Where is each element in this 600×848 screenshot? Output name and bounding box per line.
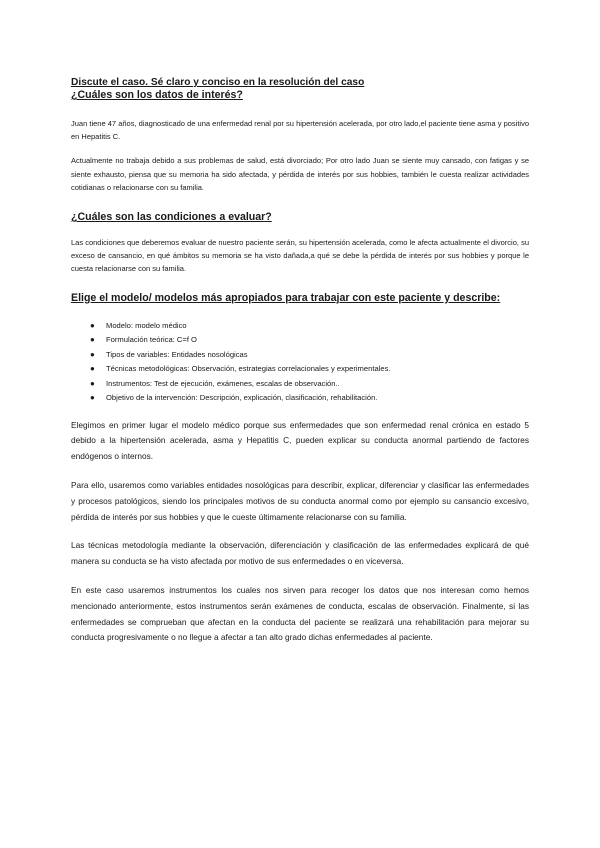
- bullet-icon: ●: [90, 378, 95, 388]
- question-heading-3: Elige el modelo/ modelos más apropiados para trabajar con este paciente y describe:: [71, 291, 501, 304]
- model-bullet-list: [71, 319, 529, 406]
- question-heading-2: ¿Cuáles son las condiciones a evaluar?: [71, 211, 272, 224]
- body-paragraph-techniques: Las técnicas metodología mediante la observación, diferenciación y clasificación de las enfermedades explicará de qué manera su conducta se ha visto afectada por motivo de sus enfermedades o en viceversa.: [71, 540, 529, 567]
- list-item: [71, 333, 529, 348]
- question-heading-1: ¿Cuáles son los datos de interés?: [71, 89, 243, 101]
- list-item: [71, 319, 529, 334]
- list-item: [71, 348, 529, 363]
- list-item-text: Tipos de variables: Entidades nosológicas: [106, 349, 248, 359]
- list-item-text: Técnicas metodológicas: Observación, estrategias correlacionales y experimentales.: [106, 364, 391, 374]
- conditions-paragraph: Las condiciones que deberemos evaluar de nuestro paciente serán, su hipertensión acelerada, como le afecta actualmente el divorcio, su exceso de cansancio, en qué ámbitos su memoria se ha visto dañada,a qué se debe la pérdida de interés por sus hobbies y porque le cuesta relacionarse con su familia.: [71, 238, 529, 274]
- body-paragraph-model: Elegimos en primer lugar el modelo médico porque sus enfermedades que son enfermedad renal crónica en estado 5 debido a la hipertensión acelerada, asma y Hepatitis C, pueden explicar su conducta anormal partiendo de factores endógenos o internos.: [71, 419, 529, 462]
- bullet-icon: ●: [90, 364, 95, 374]
- intro-paragraph: Juan tiene 47 años, diagnosticado de una enfermedad renal por su hipertensión acelerada, por otro lado,el paciente tiene asma y positivo en Hepatitis C.: [71, 119, 529, 142]
- body-paragraph-instruments: En este caso usaremos instrumentos los cuales nos sirven para recoger los datos que nos interesan como hemos mencionado anteriormente, estos instrumentos serán exámenes de conducta, escalas de observación. Finalmente, si las enfermedades se comprueban que afectan en la conducta del paciente se realizará una rehabilitación para mejorar su conducta progresivamente o no llegue a afectar a tan alto grado dichas enfermedades al paciente.: [71, 585, 529, 643]
- bullet-icon: ●: [90, 320, 95, 330]
- document-content: [71, 76, 529, 646]
- body-paragraph-variables: Para ello, usaremos como variables entidades nosológicas para describir, explicar, diferenciar y clasificar las enfermedades y procesos patológicos, siendo los principales motivos de su conducta anormal como por ejemplo su cansancio excesivo, pérdida de interés por sus hobbies y que le cueste últimamente relacionarse con su familia.: [71, 480, 529, 522]
- list-item: [71, 362, 529, 377]
- list-item-text: Objetivo de la intervención: Descripción, explicación, clasificación, rehabilitación.: [106, 393, 378, 403]
- bullet-icon: ●: [90, 393, 95, 403]
- list-item: [71, 377, 529, 392]
- list-item-text: Modelo: modelo médico: [106, 320, 187, 330]
- document-title: Discute el caso. Sé claro y conciso en la resolución del caso: [71, 77, 365, 88]
- list-item-text: Formulación teórica: C=f O: [106, 335, 197, 345]
- situation-paragraph: Actualmente no trabaja debido a sus problemas de salud, está divorciado; Por otro lado Juan se siente muy cansado, con fatigas y se siente exhausto, piensa que su memoria ha sido afectada, y pérdida de interés por sus hobbies, también le cuesta realizar actividades cotidianas o relacionarse con su familia.: [71, 156, 529, 192]
- list-item-text: Instrumentos: Test de ejecución, exámenes, escalas de observación..: [106, 378, 340, 388]
- list-item: [71, 391, 529, 406]
- bullet-icon: ●: [90, 349, 95, 359]
- bullet-icon: ●: [90, 335, 95, 345]
